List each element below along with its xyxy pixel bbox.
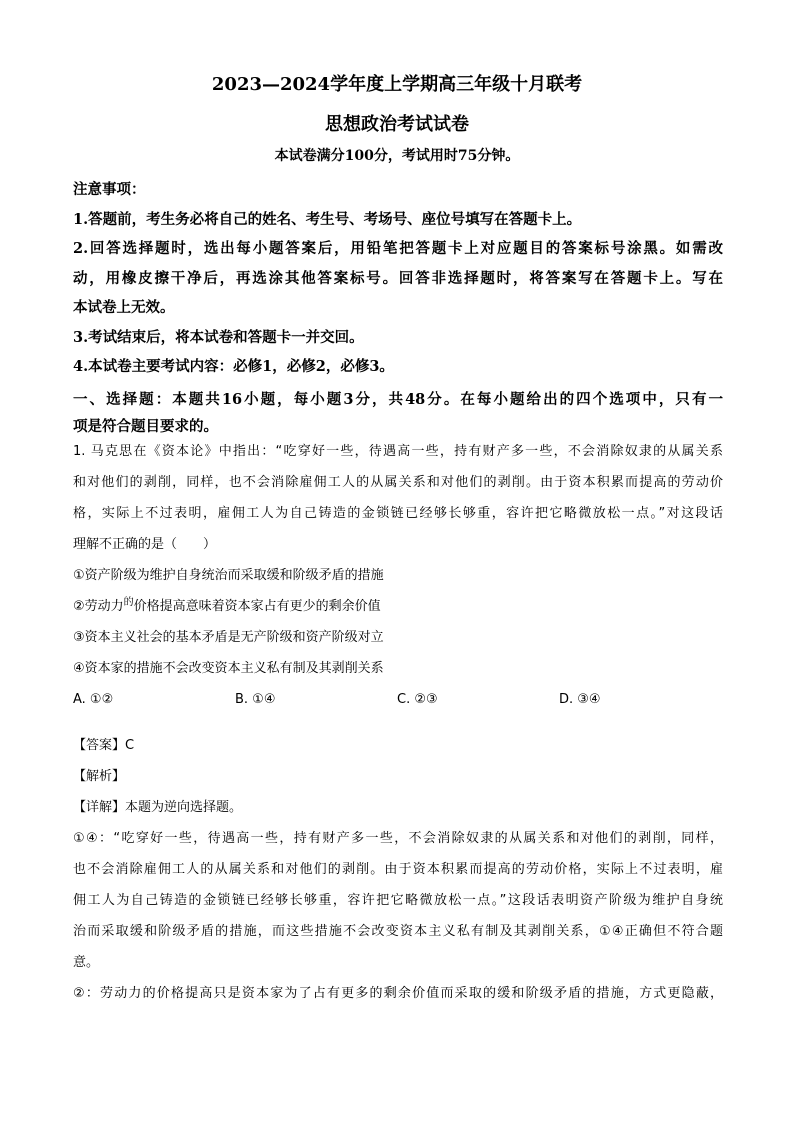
statement-3: ③资本主义社会的基本矛盾是无产阶级和资产阶级对立 (73, 630, 384, 645)
analysis-para1-line-4: 治而采取缓和阶级矛盾的措施，而这些措施不会改变资本主义私有制及其剥削关系，①④正确但不符合题 (73, 924, 723, 939)
question-1 (73, 436, 723, 715)
analysis-para1-line-1: ①④：“吃穿好一些，待遇高一些，持有财产多一些，不会消除奴隶的从属关系和对他们的剥削，同样， (73, 831, 723, 846)
analysis-para2-line-1: ②：劳动力的价格提高只是资本家为了占有更多的剩余价值而采取的缓和阶级矛盾的措施，方式更隐蔽， (73, 986, 723, 1001)
exam-subject: 思想政治考试试卷 (325, 114, 469, 135)
question-stem-line-3: 格，实际上不过表明，雇佣工人为自己铸造的金锁链已经够长够重，容许把它略微放松一点。”对这段话 (73, 506, 723, 521)
notice-section (73, 175, 723, 382)
option-a: A. ①② (73, 692, 114, 707)
exam-subtitle: 本试卷满分100分，考试用时75分钟。 (274, 148, 520, 164)
statement-2-part-b: 价格提高意味着资本家占有更少的剩余价值 (133, 599, 381, 614)
statement-2 (73, 591, 723, 622)
analysis-section (73, 730, 723, 1009)
option-d: D. ③④ (559, 692, 601, 707)
notice-line-5: 3.考试结束后，将本试卷和答题卡一并交回。 (73, 328, 364, 346)
option-c: C. ②③ (397, 692, 438, 707)
section-heading-line-1: 一、选择题：本题共16小题，每小题3分，共48分。在每小题给出的四个选项中，只有一 (73, 391, 723, 408)
section-heading (73, 386, 723, 440)
statement-2-part-a: ②劳动力 (73, 599, 124, 614)
notice-line-6: 4.本试卷主要考试内容：必修1，必修2，必修3。 (73, 358, 394, 375)
answer-options (73, 684, 723, 715)
analysis-para1-line-2: 也不会消除雇佣工人的从属关系和对他们的剥削。由于资本积累而提高的劳动价格，实际上不过表明，雇 (73, 862, 723, 877)
notice-line-2: 2.回答选择题时，选出每小题答案后，用铅笔把答题卡上对应题目的答案标号涂黑。如需改 (73, 240, 723, 257)
answer-line: 【答案】C (73, 738, 135, 753)
detail-line: 【详解】本题为逆向选择题。 (73, 800, 243, 815)
jiexi-line: 【解析】 (73, 769, 126, 784)
notice-line-3: 动，用橡皮擦干净后，再选涂其他答案标号。回答非选择题时，将答案写在答题卡上。写在 (73, 269, 723, 287)
analysis-para1-line-3: 佣工人为自己铸造的金锁链已经够长够重，容许把它略微放松一点。”这段话表明资产阶级为维护自身统 (73, 893, 723, 908)
section-heading-line-2: 项是符合题目要求的。 (73, 418, 218, 435)
exam-title: 2023—2024学年度上学期高三年级十月联考 (211, 74, 583, 95)
analysis-para1-line-5: 意。 (73, 955, 100, 970)
notice-heading: 注意事项： (73, 181, 146, 198)
question-stem-line-4: 理解不正确的是（ ） (73, 537, 217, 552)
statement-1: ①资产阶级为维护自身统治而采取缓和阶级矛盾的措施 (73, 568, 384, 583)
question-stem-line-2: 和对他们的剥削，同样，也不会消除雇佣工人的从属关系和对他们的剥削。由于资本积累而提高的劳动价 (73, 475, 723, 490)
statement-2-superscript: 的 (123, 597, 134, 608)
statement-4: ④资本家的措施不会改变资本主义私有制及其剥削关系 (73, 661, 384, 676)
notice-line-4: 本试卷上无效。 (73, 299, 175, 316)
option-b: B. ①④ (235, 692, 276, 707)
notice-line-1: 1.答题前，考生务必将自己的姓名、考生号、考场号、座位号填写在答题卡上。 (73, 210, 582, 228)
question-stem-line-1: 1. 马克思在《资本论》中指出：“吃穿好一些，待遇高一些，持有财产多一些，不会消除奴隶的从属关系 (73, 444, 723, 459)
